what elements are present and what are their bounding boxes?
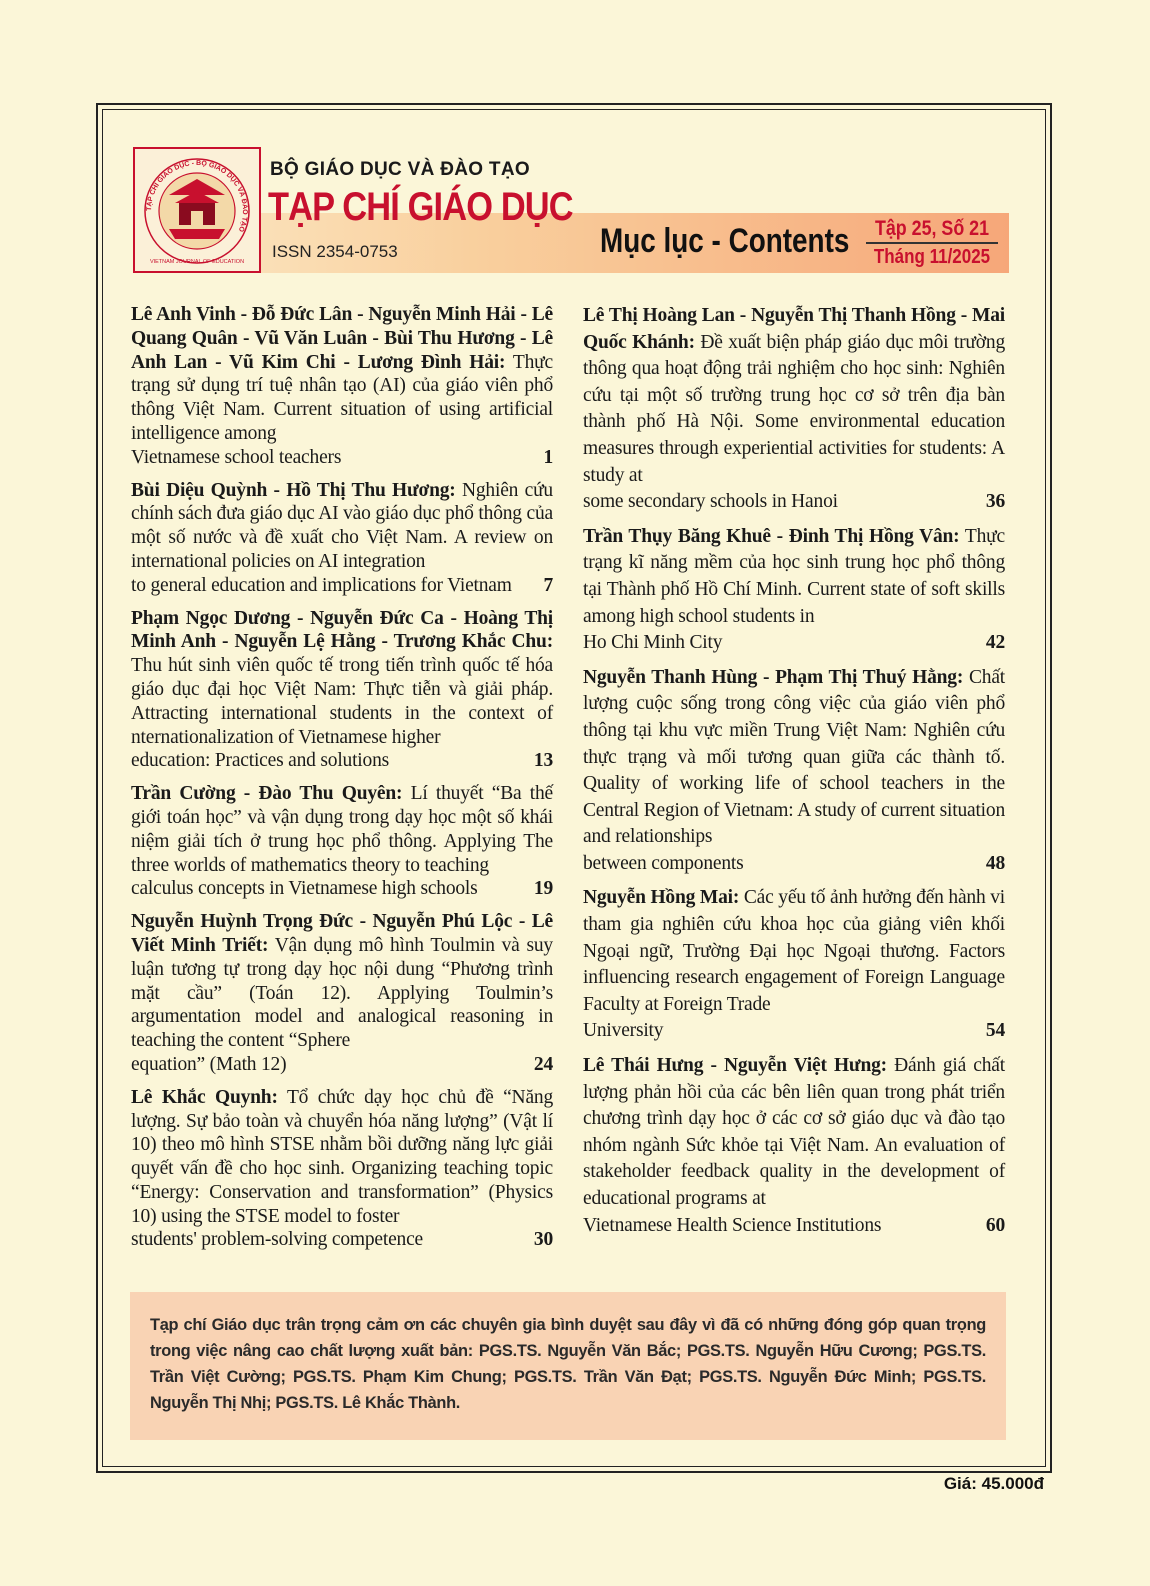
- toc-title: Đề xuất biện pháp giáo dục môi trường thông qua hoạt động trải nghiệm cho học sinh: Nghiên cứu tại một số trường trung học cơ sở trên địa bàn thành phố Hà Nội. Some environmental education measures through experiential activities for students: A study at: [583, 331, 1005, 486]
- issn: ISSN 2354-0753: [272, 242, 398, 261]
- toc-last-line: [131, 1228, 553, 1252]
- toc-title: Nghiên cứu chính sách đưa giáo dục AI vào giáo dục phổ thông của một số nước và đề xuất cho Việt Nam. A review on international policies on AI integration: [131, 479, 553, 572]
- toc-last-line: [131, 877, 553, 901]
- toc-page-number: 60: [985, 1214, 1005, 1236]
- toc-entry-body: [583, 665, 1005, 851]
- toc-entry-body: [583, 524, 1005, 630]
- toc-authors: Lê Thái Hưng - Nguyễn Việt Hưng:: [583, 1055, 887, 1077]
- toc-authors: Nguyễn Huỳnh Trọng Đức - Nguyễn Phú Lộc - Lê Viết Minh Triết:: [131, 911, 553, 956]
- toc-authors: Lê Khắc Quynh:: [131, 1086, 278, 1108]
- toc-entry-body: [131, 910, 553, 1053]
- toc-page-number: 19: [533, 878, 553, 900]
- toc-entry[interactable]: [583, 524, 1005, 657]
- toc-entry-body: [131, 607, 553, 750]
- toc-entry[interactable]: [131, 782, 553, 901]
- toc-left-column: [131, 303, 553, 1261]
- toc-page-number: 7: [543, 574, 553, 596]
- toc-entry-body: [131, 1086, 553, 1229]
- reviewer-acknowledgement: Tạp chí Giáo dục trân trọng cảm ơn các chuyên gia bình duyệt sau đây vì đã có những đóng góp quan trọng trong việc nâng cao chất lượng xuất bản: PGS.TS. Nguyễn Văn Bắc; PGS.TS. Nguyễn Hữu Cương; PGS.TS. Trần Việt Cường; PGS.TS. Phạm Kim Chung; PGS.TS. Trần Văn Đạt; PGS.TS. Nguyễn Đức Minh; PGS.TS. Nguyễn Thị Nhị; PGS.TS. Lê Khắc Thành.: [130, 1292, 1006, 1440]
- toc-title-end: between components: [583, 852, 744, 874]
- toc-entry[interactable]: [583, 303, 1005, 516]
- toc-page-number: 36: [985, 491, 1005, 513]
- toc-entry[interactable]: [131, 479, 553, 598]
- journal-title: TẠP CHÍ GIÁO DỤC: [268, 185, 573, 229]
- logo-ring-text: TẠP CHÍ GIÁO DỤC - BỘ GIÁO DỤC VÀ ĐÀO TẠO: [145, 159, 249, 233]
- toc-entry-body: [583, 885, 1005, 1018]
- toc-title: Thu hút sinh viên quốc tế trong tiến trình quốc tế hóa giáo dục đại học Việt Nam: Thực tiễn và giải pháp. Attracting international students in the context of nternationalization of Vietnamese higher: [131, 655, 553, 748]
- toc-title-end: University: [583, 1020, 664, 1042]
- toc-title-end: students' problem-solving competence: [131, 1229, 423, 1251]
- toc-title-end: Vietnamese Health Science Institutions: [583, 1214, 882, 1236]
- toc-entry-body: [583, 1053, 1005, 1213]
- toc-page-number: 54: [985, 1020, 1005, 1042]
- toc-authors: Nguyễn Thanh Hùng - Phạm Thị Thuý Hằng:: [583, 666, 964, 688]
- toc-page-number: 13: [533, 750, 553, 772]
- toc-entry[interactable]: [583, 665, 1005, 878]
- toc-title: Lí thuyết “Ba thế giới toán học” và vận dụng trong dạy học một số khái niệm giải tích ở trung học phổ thông. Applying The three worlds of mathematics theory to teaching: [131, 783, 553, 876]
- toc-entry-body: [131, 479, 553, 574]
- toc-title: Thực trạng kĩ năng mềm của học sinh trung học phổ thông tại Thành phố Hồ Chí Minh. Current state of soft skills among high school students in: [583, 525, 1005, 627]
- toc-page-number: 30: [533, 1229, 553, 1251]
- toc-last-line: [583, 1018, 1005, 1045]
- toc-title-end: to general education and implications for Vietnam: [131, 574, 512, 596]
- contents-title: Mục lục - Contents: [600, 222, 850, 260]
- toc-last-line: [583, 1213, 1005, 1240]
- toc-title-end: equation” (Math 12): [131, 1053, 287, 1075]
- issue-volume: Tập 25, Số 21: [874, 217, 990, 240]
- toc-entry[interactable]: [131, 910, 553, 1077]
- toc-title-end: Vietnamese school teachers: [131, 446, 342, 468]
- issue-info: [862, 216, 1002, 270]
- toc-title: Đánh giá chất lượng phản hồi của các bên liên quan trong phát triển chương trình dạy học ở các cơ sở giáo dục và đào tạo nhóm ngành Sức khỏe tại Việt Nam. An evaluation of stakeholder feedback quality in the development of educational programs at: [583, 1055, 1005, 1209]
- toc-entry[interactable]: [131, 607, 553, 774]
- toc-title: Các yếu tố ảnh hưởng đến hành vi tham gia nghiên cứu khoa học của giảng viên khối Ngoại ngữ, Trường Đại học Ngoại thương. Factors influencing research engagement of Foreign Language Faculty at Foreign Trade: [583, 887, 1005, 1015]
- toc-title: Tổ chức dạy học chủ đề “Năng lượng. Sự bảo toàn và chuyển hóa năng lượng” (Vật lí 10) theo mô hình STSE nhằm bồi dưỡng năng lực giải quyết vấn đề cho học sinh. Organizing teaching topic “Energy: Conservation and transformation” (Physics 10) using the STSE model to foster: [131, 1086, 553, 1227]
- toc-entry[interactable]: [583, 885, 1005, 1045]
- toc-last-line: [583, 489, 1005, 516]
- toc-title-end: calculus concepts in Vietnamese high schools: [131, 878, 478, 900]
- toc-authors: Trần Thụy Băng Khuê - Đinh Thị Hồng Vân:: [583, 525, 960, 547]
- toc-last-line: [131, 749, 553, 773]
- toc-title-end: education: Practices and solutions: [131, 750, 390, 772]
- price: Giá: 45.000đ: [943, 1474, 1044, 1493]
- toc-title-end: Ho Chi Minh City: [583, 632, 723, 654]
- toc-page-number: 24: [533, 1053, 553, 1075]
- toc-entry-body: [131, 782, 553, 877]
- toc-entry-body: [583, 303, 1005, 489]
- toc-entry[interactable]: [583, 1053, 1005, 1239]
- toc-entry[interactable]: [131, 1086, 553, 1253]
- toc-title: Thực trạng sử dụng trí tuệ nhân tạo (AI) của giáo viên phổ thông Việt Nam. Current situation of using artificial intelligence among: [131, 351, 553, 444]
- toc-authors: Nguyễn Hồng Mai:: [583, 887, 740, 909]
- issue-month: Tháng 11/2025: [873, 245, 991, 268]
- toc-authors: Bùi Diệu Quỳnh - Hồ Thị Thu Hương:: [131, 479, 456, 501]
- toc-title-end: some secondary schools in Hanoi: [583, 491, 838, 513]
- toc-last-line: [131, 1053, 553, 1077]
- toc-last-line: [131, 446, 553, 470]
- toc-title: Vận dụng mô hình Toulmin và suy luận tương tự trong dạy học nội dung “Phương trình mặt cầu” (Toán 12). Applying Toulmin’s argumentation model and analogical reasoning in teaching the content “Sphere: [131, 934, 553, 1052]
- toc-page-number: 48: [985, 852, 1005, 874]
- toc-entry[interactable]: [131, 303, 553, 470]
- toc-authors: Phạm Ngọc Dương - Nguyễn Đức Ca - Hoàng Thị Minh Anh - Nguyễn Lệ Hằng - Trương Khắc Chu:: [131, 607, 553, 653]
- toc-title: Chất lượng cuộc sống trong công việc của giáo viên phổ thông tại khu vực miền Trung Việt Nam: Nghiên cứu thực trạng và mối tương quan giữa các thành tố. Quality of working life of school teachers in the Central Region of Vietnam: A study of current situation and relationships: [583, 666, 1005, 848]
- toc-authors: Lê Thị Hoàng Lan - Nguyễn Thị Thanh Hồng - Mai Quốc Khánh:: [583, 305, 1005, 353]
- journal-logo: [133, 147, 261, 273]
- toc-page-number: 1: [543, 446, 553, 468]
- toc-entry-body: [131, 303, 553, 446]
- toc-right-column: [583, 303, 1005, 1247]
- toc-last-line: [583, 851, 1005, 878]
- toc-page-number: 42: [985, 632, 1005, 654]
- toc-authors: Trần Cường - Đào Thu Quyên:: [131, 783, 403, 805]
- toc-last-line: [583, 630, 1005, 657]
- toc-last-line: [131, 574, 553, 598]
- ministry-name: BỘ GIÁO DỤC VÀ ĐÀO TẠO: [270, 159, 530, 180]
- toc-authors: Lê Anh Vinh - Đỗ Đức Lân - Nguyễn Minh Hải - Lê Quang Quân - Vũ Văn Luân - Bùi Thu Hương - Lê Anh Lan - Vũ Kim Chi - Lương Đình Hải:: [131, 304, 553, 373]
- logo-caption: VIETNAM JOURNAL OF EDUCATION: [149, 259, 245, 265]
